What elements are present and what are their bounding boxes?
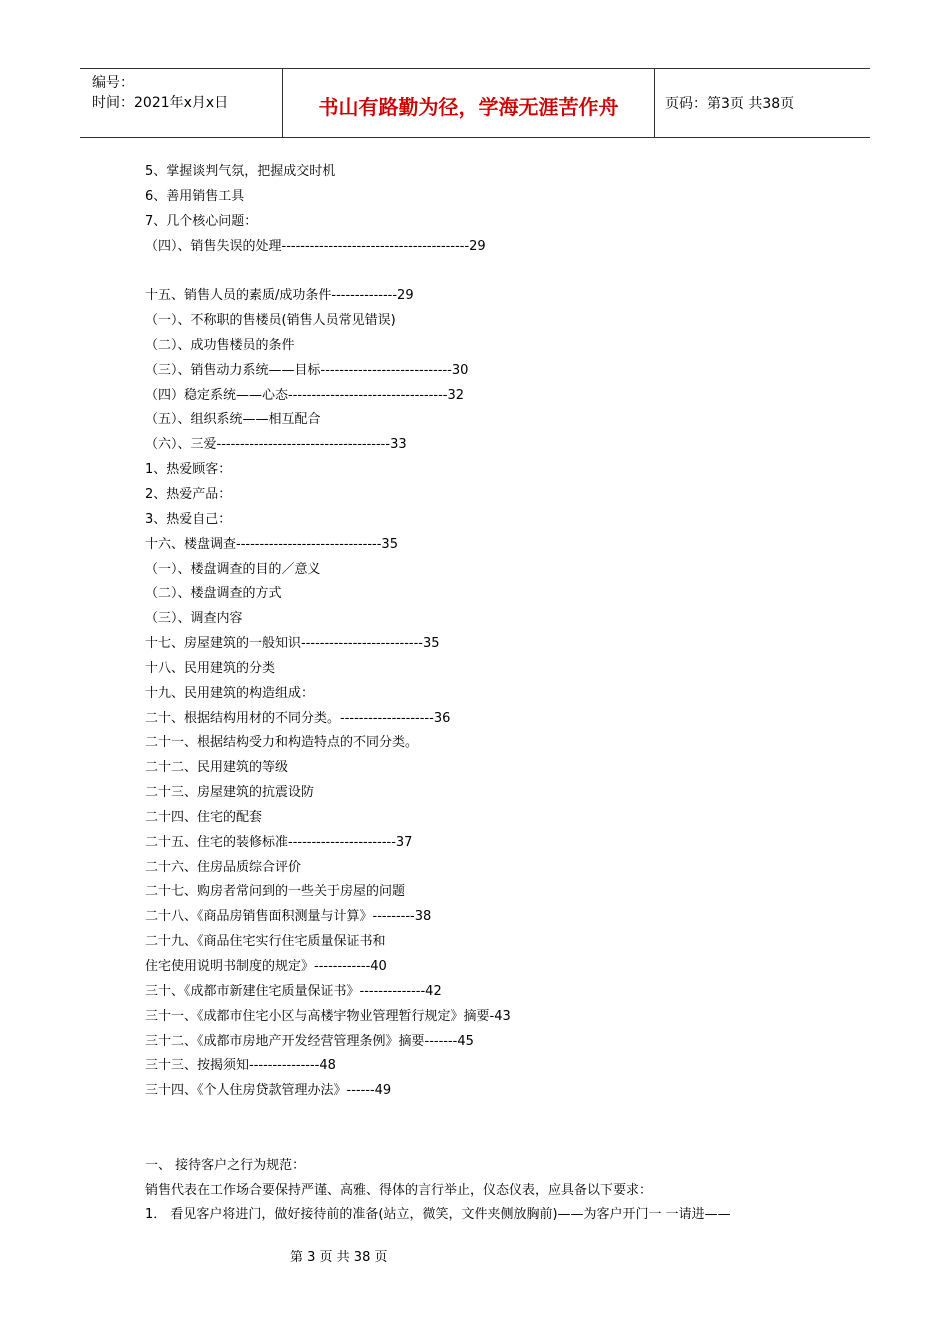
toc-line: 二十五、住宅的装修标准-----------------------37 [145,834,413,850]
toc-line: 2、热爱产品： [145,486,232,502]
header-page-info: 页码：第3页 共38页 [665,96,795,112]
toc-line: 十七、房屋建筑的一般知识--------------------------35 [145,636,440,652]
toc-line: 三十三、按揭须知---------------48 [145,1058,336,1074]
toc-line: （六）、三爱-------------------------------------33 [145,437,407,453]
body-section [145,1154,845,1228]
header-meta [80,69,282,137]
toc-line: （二）、成功售楼员的条件 [145,337,295,353]
toc-line: （四）、销售失误的处理----------------------------------------29 [145,238,486,254]
header-motto: 书山有路勤为径，学海无涯苦作舟 [318,95,619,119]
toc-line: 5、掌握谈判气氛，把握成交时机 [145,164,336,179]
toc-line: 二十二、民用建筑的等级 [145,760,289,776]
page-footer: 第 3 页 共 38 页 [290,1250,388,1265]
toc-line: 十五、销售人员的素质/成功条件--------------29 [145,288,414,304]
toc-line: 二十四、住宅的配套 [145,809,263,825]
toc-line: 三十二、《成都市房地产开发经营管理条例》摘要-------45 [145,1033,474,1049]
toc-line: 6、善用销售工具 [145,188,245,204]
page-header [80,68,870,138]
body-paragraph: 销售代表在工作场合要保持严谨、高雅、得体的言行举止，仪态仪表，应具备以下要求： [145,1182,653,1198]
toc-line: （四）稳定系统——心态----------------------------------32 [145,387,465,403]
toc-line: （一）、不称职的售楼员(销售人员常见错误) [145,313,396,329]
toc-line: 1、热爱顾客： [145,462,232,478]
toc-line: （二）、楼盘调查的方式 [145,586,282,602]
toc-line: 二十六、住房品质综合评价 [145,859,302,875]
toc-line: 十九、民用建筑的构造组成： [145,685,315,701]
toc-line: （三）、销售动力系统——目标----------------------------30 [145,362,469,378]
toc-line: 三十四、《个人住房贷款管理办法》------49 [145,1083,392,1099]
toc-line: 二十三、房屋建筑的抗震设防 [145,785,315,801]
toc-line: 二十、根据结构用材的不同分类。--------------------36 [145,710,451,726]
header-motto-cell [282,69,655,137]
section-title: 一、 接待客户之行为规范： [145,1158,306,1173]
toc-line: 住宅使用说明书制度的规定》------------40 [145,959,387,974]
time-label: 时间：2021年x月x日 [92,95,229,111]
toc-line: 二十九、《商品住宅实行住宅质量保证书和 [145,934,386,950]
toc-line: 十六、楼盘调查-------------------------------35 [145,536,398,552]
code-label: 编号： [92,75,134,91]
table-of-contents [145,160,825,1104]
toc-line: 7、几个核心问题： [145,213,258,229]
toc-line: （五）、组织系统——相互配合 [145,412,321,428]
body-list-item: 1． 看见客户将进门，做好接待前的准备(站立，微笑，文件夹侧放胸前)——为客户开门一 一请进—— [145,1207,731,1222]
toc-line: 二十一、根据结构受力和构造特点的不同分类。 [145,735,419,751]
toc-spacer [145,259,825,284]
toc-line: 十八、民用建筑的分类 [145,660,276,676]
toc-line: 二十七、购房者常问到的一些关于房屋的问题 [145,884,406,900]
toc-line: （一）、楼盘调查的目的／意义 [145,561,321,577]
toc-line: 二十八、《商品房销售面积测量与计算》---------38 [145,909,432,925]
toc-line: 三十一、《成都市住宅小区与高楼宇物业管理暂行规定》摘要-43 [145,1008,511,1024]
toc-line: （三）、调查内容 [145,611,243,627]
toc-line: 3、热爱自己： [145,511,232,527]
toc-line: 三十、《成都市新建住宅质量保证书》--------------42 [145,983,442,999]
